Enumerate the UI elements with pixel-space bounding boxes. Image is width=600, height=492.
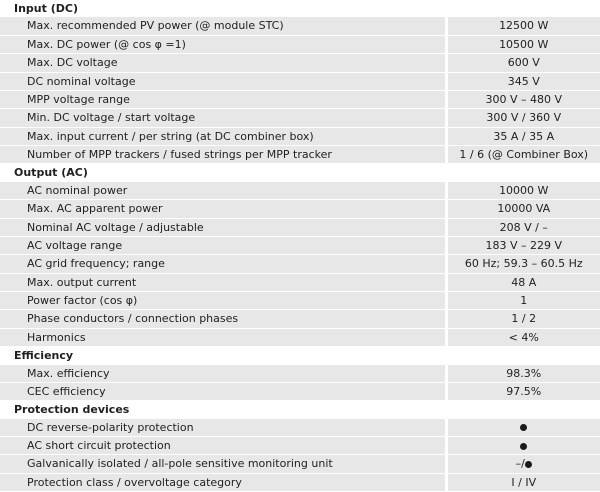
row-label: Min. DC voltage / start voltage <box>0 109 446 127</box>
row-label: Max. recommended PV power (@ module STC) <box>0 17 446 35</box>
row-value: 12500 W <box>446 17 600 35</box>
row-value: < 4% <box>446 328 600 346</box>
row-label: Max. output current <box>0 273 446 291</box>
table-row <box>0 109 600 127</box>
row-label: DC reverse-polarity protection <box>0 419 446 437</box>
row-label: AC grid frequency; range <box>0 255 446 273</box>
row-label: DC nominal voltage <box>0 72 446 90</box>
row-label: AC nominal power <box>0 182 446 200</box>
value-prefix: –/ <box>515 457 525 471</box>
row-value: 300 V / 360 V <box>446 109 600 127</box>
row-label: AC voltage range <box>0 236 446 254</box>
table-row <box>0 419 600 437</box>
row-label: Protection class / overvoltage category <box>0 473 446 491</box>
row-label: Power factor (cos φ) <box>0 292 446 310</box>
row-value: 48 A <box>446 273 600 291</box>
table-row <box>0 255 600 273</box>
table-row <box>0 382 600 400</box>
row-value: 345 V <box>446 72 600 90</box>
row-value <box>446 437 600 455</box>
row-label: Galvanically isolated / all-pole sensitive monitoring unit <box>0 455 446 473</box>
table-row <box>0 310 600 328</box>
row-label: Nominal AC voltage / adjustable <box>0 218 446 236</box>
row-value <box>446 419 600 437</box>
section-header <box>0 0 600 17</box>
row-value: 98.3% <box>446 365 600 383</box>
row-value: 1 / 2 <box>446 310 600 328</box>
row-label: MPP voltage range <box>0 90 446 108</box>
table-row <box>0 146 600 164</box>
section-header <box>0 347 600 365</box>
section-header <box>0 164 600 182</box>
table-row <box>0 54 600 72</box>
row-value: 10500 W <box>446 35 600 53</box>
table-row <box>0 218 600 236</box>
section-header <box>0 401 600 419</box>
table-row <box>0 127 600 145</box>
filled-dot-icon <box>520 443 527 450</box>
row-label: Max. efficiency <box>0 365 446 383</box>
section-title: Input (DC) <box>0 0 600 17</box>
table-row <box>0 292 600 310</box>
row-label: Max. input current / per string (at DC combiner box) <box>0 127 446 145</box>
row-value: 300 V – 480 V <box>446 90 600 108</box>
table-row <box>0 437 600 455</box>
row-value: 600 V <box>446 54 600 72</box>
table-row <box>0 200 600 218</box>
row-label: Number of MPP trackers / fused strings per MPP tracker <box>0 146 446 164</box>
row-value: I / IV <box>446 473 600 491</box>
row-value: 1 <box>446 292 600 310</box>
row-value <box>446 455 600 473</box>
row-value: 10000 VA <box>446 200 600 218</box>
section-title: Protection devices <box>0 401 600 419</box>
row-value: 10000 W <box>446 182 600 200</box>
row-value: 208 V / – <box>446 218 600 236</box>
table-row <box>0 17 600 35</box>
row-label: Harmonics <box>0 328 446 346</box>
table-row <box>0 90 600 108</box>
row-label: AC short circuit protection <box>0 437 446 455</box>
table-row <box>0 35 600 53</box>
row-label: Max. DC voltage <box>0 54 446 72</box>
row-value: 97.5% <box>446 382 600 400</box>
row-value: 1 / 6 (@ Combiner Box) <box>446 146 600 164</box>
section-title: Efficiency <box>0 347 600 365</box>
filled-dot-icon <box>520 424 527 431</box>
table-row <box>0 455 600 473</box>
row-label: CEC efficiency <box>0 382 446 400</box>
row-label: Max. AC apparent power <box>0 200 446 218</box>
row-value: 183 V – 229 V <box>446 236 600 254</box>
table-row <box>0 72 600 90</box>
section-title: Output (AC) <box>0 164 600 182</box>
table-row <box>0 365 600 383</box>
table-row <box>0 182 600 200</box>
row-label: Max. DC power (@ cos φ =1) <box>0 35 446 53</box>
table-row <box>0 328 600 346</box>
row-value: 60 Hz; 59.3 – 60.5 Hz <box>446 255 600 273</box>
table-row <box>0 473 600 491</box>
table-row <box>0 236 600 254</box>
table-row <box>0 273 600 291</box>
row-label: Phase conductors / connection phases <box>0 310 446 328</box>
row-value: 35 A / 35 A <box>446 127 600 145</box>
